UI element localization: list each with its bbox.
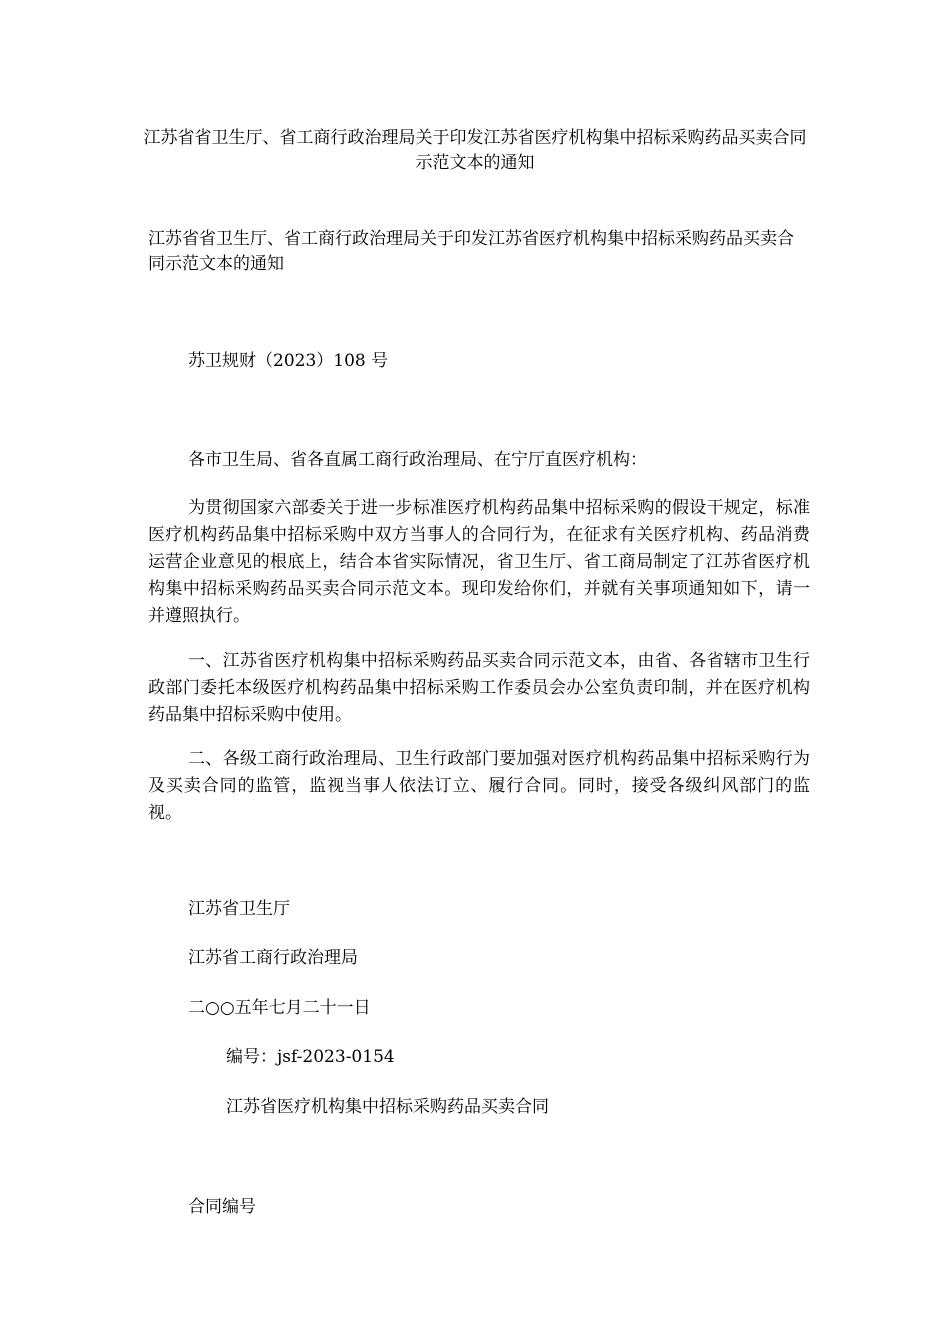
addressee: 各市卫生局、省各直属工商行政治理局、在宁厅直医疗机构： bbox=[188, 450, 647, 470]
body-paragraph: 二、各级工商行政治理局、卫生行政部门要加强对医疗机构药品集中招标采购行为及买卖合同的监管，监视当事人依法订立、履行合同。同时，接受各级纠风部门的监视。 bbox=[148, 749, 810, 823]
body-paragraph: 一、江苏省医疗机构集中招标采购药品买卖合同示范文本，由省、各省辖市卫生行政部门委托本级医疗机构药品集中招标采购工作委员会办公室负责印制，并在医疗机构药品集中招标采购中使用。 bbox=[148, 651, 810, 725]
document-title: 江苏省省卫生厅、省工商行政治理局关于印发江苏省医疗机构集中招标采购药品买卖合同示范文本的通知 bbox=[143, 128, 807, 173]
signatory-commerce-bureau: 江苏省工商行政治理局 bbox=[188, 948, 358, 968]
contract-number-label: 合同编号 bbox=[188, 1197, 256, 1217]
document-number: 苏卫规财（2023）108 号 bbox=[188, 351, 389, 371]
document-heading: 江苏省省卫生厅、省工商行政治理局关于印发江苏省医疗机构集中招标采购药品买卖合同示范文本的通知 bbox=[148, 229, 794, 274]
signatory-health-department: 江苏省卫生厅 bbox=[188, 899, 290, 919]
issue-date: 二○○五年七月二十一日 bbox=[188, 998, 371, 1018]
contract-title: 江苏省医疗机构集中招标采购药品买卖合同 bbox=[226, 1097, 549, 1117]
serial-number: 编号：jsf-2023-0154 bbox=[226, 1047, 395, 1067]
body-paragraph: 为贯彻国家六部委关于进一步标准医疗机构药品集中招标采购的假设干规定，标准医疗机构药品集中招标采购中双方当事人的合同行为，在征求有关医疗机构、药品消费运营企业意见的根底上，结合本省实际情况，省卫生厅、省工商局制定了江苏省医疗机构集中招标采购药品买卖合同示范文本。现印发给你们，并就有关事项通知如下，请一并遵照执行。 bbox=[148, 498, 810, 626]
